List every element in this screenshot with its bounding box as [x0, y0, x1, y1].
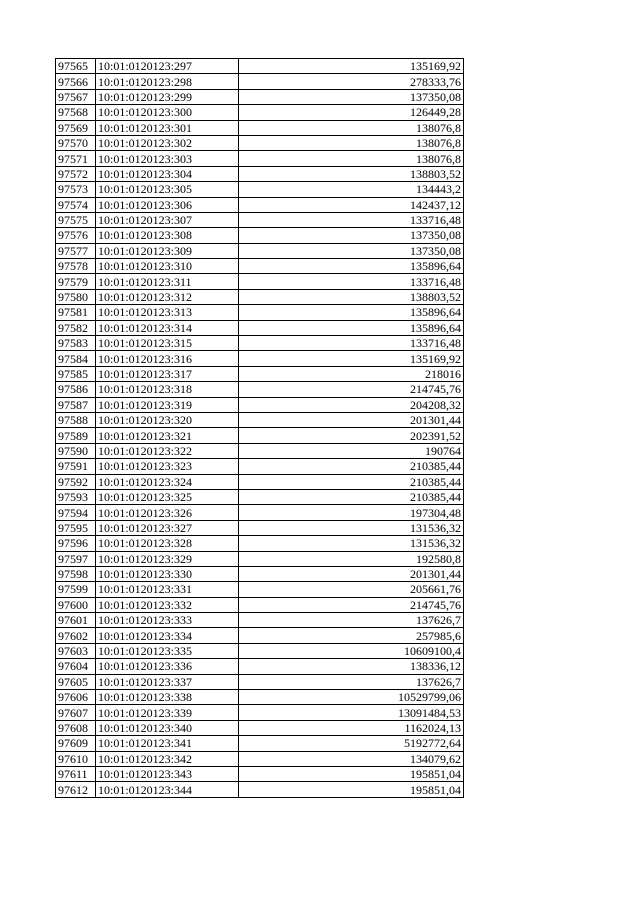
value-cell: 218016 [239, 366, 464, 381]
table-row [56, 120, 464, 135]
table-row [56, 320, 464, 335]
table-row [56, 782, 464, 797]
row-number-cell: 97585 [56, 366, 96, 381]
table-row [56, 182, 464, 197]
row-number-cell: 97578 [56, 259, 96, 274]
cadastral-number-cell: 10:01:0120123:335 [96, 643, 239, 658]
cadastral-number-cell: 10:01:0120123:301 [96, 120, 239, 135]
row-number-cell: 97608 [56, 720, 96, 735]
cadastral-number-cell: 10:01:0120123:336 [96, 659, 239, 674]
cadastral-number-cell: 10:01:0120123:312 [96, 289, 239, 304]
table-row [56, 135, 464, 150]
row-number-cell: 97571 [56, 151, 96, 166]
value-cell: 195851,04 [239, 782, 464, 797]
cadastral-number-cell: 10:01:0120123:317 [96, 366, 239, 381]
cadastral-number-cell: 10:01:0120123:324 [96, 474, 239, 489]
value-cell: 133716,48 [239, 212, 464, 227]
value-cell: 10529799,06 [239, 690, 464, 705]
cadastral-number-cell: 10:01:0120123:308 [96, 228, 239, 243]
value-cell: 126449,28 [239, 105, 464, 120]
cadastral-number-cell: 10:01:0120123:297 [96, 59, 239, 74]
table-row [56, 289, 464, 304]
table-row [56, 105, 464, 120]
value-cell: 197304,48 [239, 505, 464, 520]
row-number-cell: 97605 [56, 674, 96, 689]
table-row [56, 166, 464, 181]
table-row [56, 259, 464, 274]
cadastral-number-cell: 10:01:0120123:340 [96, 720, 239, 735]
cadastral-number-cell: 10:01:0120123:303 [96, 151, 239, 166]
table-row [56, 382, 464, 397]
row-number-cell: 97565 [56, 59, 96, 74]
row-number-cell: 97603 [56, 643, 96, 658]
value-cell: 133716,48 [239, 336, 464, 351]
cadastral-number-cell: 10:01:0120123:320 [96, 412, 239, 427]
value-cell: 135169,92 [239, 351, 464, 366]
value-cell: 192580,8 [239, 551, 464, 566]
table-row [56, 489, 464, 504]
row-number-cell: 97589 [56, 428, 96, 443]
cadastral-number-cell: 10:01:0120123:323 [96, 459, 239, 474]
cadastral-number-cell: 10:01:0120123:307 [96, 212, 239, 227]
row-number-cell: 97567 [56, 89, 96, 104]
value-cell: 138803,52 [239, 166, 464, 181]
cadastral-number-cell: 10:01:0120123:316 [96, 351, 239, 366]
table-row [56, 151, 464, 166]
row-number-cell: 97572 [56, 166, 96, 181]
value-cell: 133716,48 [239, 274, 464, 289]
value-cell: 138336,12 [239, 659, 464, 674]
value-cell: 201301,44 [239, 566, 464, 581]
row-number-cell: 97591 [56, 459, 96, 474]
table-row [56, 720, 464, 735]
row-number-cell: 97611 [56, 766, 96, 781]
cadastral-number-cell: 10:01:0120123:334 [96, 628, 239, 643]
table-row [56, 474, 464, 489]
row-number-cell: 97596 [56, 536, 96, 551]
row-number-cell: 97583 [56, 336, 96, 351]
row-number-cell: 97575 [56, 212, 96, 227]
row-number-cell: 97592 [56, 474, 96, 489]
table-row [56, 89, 464, 104]
cadastral-number-cell: 10:01:0120123:330 [96, 566, 239, 581]
table-row [56, 243, 464, 258]
row-number-cell: 97566 [56, 74, 96, 89]
row-number-cell: 97574 [56, 197, 96, 212]
table-row [56, 197, 464, 212]
row-number-cell: 97581 [56, 305, 96, 320]
table-row [56, 59, 464, 74]
cadastral-number-cell: 10:01:0120123:322 [96, 443, 239, 458]
row-number-cell: 97570 [56, 135, 96, 150]
table-row [56, 228, 464, 243]
value-cell: 138803,52 [239, 289, 464, 304]
value-cell: 135896,64 [239, 259, 464, 274]
cadastral-number-cell: 10:01:0120123:300 [96, 105, 239, 120]
cadastral-number-cell: 10:01:0120123:331 [96, 582, 239, 597]
row-number-cell: 97586 [56, 382, 96, 397]
value-cell: 195851,04 [239, 766, 464, 781]
cadastral-number-cell: 10:01:0120123:318 [96, 382, 239, 397]
cadastral-number-cell: 10:01:0120123:313 [96, 305, 239, 320]
row-number-cell: 97582 [56, 320, 96, 335]
cadastral-number-cell: 10:01:0120123:302 [96, 135, 239, 150]
value-cell: 1162024,13 [239, 720, 464, 735]
cadastral-number-cell: 10:01:0120123:339 [96, 705, 239, 720]
cadastral-number-cell: 10:01:0120123:299 [96, 89, 239, 104]
row-number-cell: 97601 [56, 613, 96, 628]
row-number-cell: 97584 [56, 351, 96, 366]
cadastral-number-cell: 10:01:0120123:306 [96, 197, 239, 212]
value-cell: 131536,32 [239, 536, 464, 551]
cadastral-number-cell: 10:01:0120123:321 [96, 428, 239, 443]
value-cell: 201301,44 [239, 412, 464, 427]
cadastral-number-cell: 10:01:0120123:315 [96, 336, 239, 351]
row-number-cell: 97569 [56, 120, 96, 135]
table-row [56, 212, 464, 227]
table-row [56, 428, 464, 443]
row-number-cell: 97599 [56, 582, 96, 597]
value-cell: 278333,76 [239, 74, 464, 89]
row-number-cell: 97607 [56, 705, 96, 720]
cadastral-number-cell: 10:01:0120123:337 [96, 674, 239, 689]
row-number-cell: 97597 [56, 551, 96, 566]
data-table [55, 58, 464, 798]
value-cell: 135169,92 [239, 59, 464, 74]
value-cell: 137626,7 [239, 674, 464, 689]
cadastral-number-cell: 10:01:0120123:343 [96, 766, 239, 781]
row-number-cell: 97573 [56, 182, 96, 197]
table-row [56, 628, 464, 643]
table-row [56, 305, 464, 320]
table-row [56, 690, 464, 705]
value-cell: 204208,32 [239, 397, 464, 412]
cadastral-number-cell: 10:01:0120123:341 [96, 736, 239, 751]
value-cell: 134443,2 [239, 182, 464, 197]
table-row [56, 766, 464, 781]
value-cell: 13091484,53 [239, 705, 464, 720]
cadastral-number-cell: 10:01:0120123:344 [96, 782, 239, 797]
value-cell: 190764 [239, 443, 464, 458]
cadastral-number-cell: 10:01:0120123:319 [96, 397, 239, 412]
row-number-cell: 97568 [56, 105, 96, 120]
cadastral-number-cell: 10:01:0120123:342 [96, 751, 239, 766]
cadastral-number-cell: 10:01:0120123:332 [96, 597, 239, 612]
table-body [56, 59, 464, 798]
value-cell: 210385,44 [239, 459, 464, 474]
table-row [56, 336, 464, 351]
row-number-cell: 97577 [56, 243, 96, 258]
row-number-cell: 97598 [56, 566, 96, 581]
row-number-cell: 97595 [56, 520, 96, 535]
value-cell: 138076,8 [239, 120, 464, 135]
row-number-cell: 97576 [56, 228, 96, 243]
row-number-cell: 97602 [56, 628, 96, 643]
cadastral-number-cell: 10:01:0120123:327 [96, 520, 239, 535]
cadastral-number-cell: 10:01:0120123:329 [96, 551, 239, 566]
cadastral-number-cell: 10:01:0120123:305 [96, 182, 239, 197]
table-row [56, 659, 464, 674]
table-row [56, 597, 464, 612]
row-number-cell: 97610 [56, 751, 96, 766]
table-row [56, 551, 464, 566]
cadastral-number-cell: 10:01:0120123:338 [96, 690, 239, 705]
value-cell: 210385,44 [239, 489, 464, 504]
row-number-cell: 97590 [56, 443, 96, 458]
table-row [56, 274, 464, 289]
table-row [56, 366, 464, 381]
value-cell: 205661,76 [239, 582, 464, 597]
value-cell: 202391,52 [239, 428, 464, 443]
table-row [56, 412, 464, 427]
value-cell: 257985,6 [239, 628, 464, 643]
value-cell: 131536,32 [239, 520, 464, 535]
row-number-cell: 97580 [56, 289, 96, 304]
table-row [56, 505, 464, 520]
row-number-cell: 97593 [56, 489, 96, 504]
value-cell: 138076,8 [239, 135, 464, 150]
table-row [56, 74, 464, 89]
table-row [56, 443, 464, 458]
table-row [56, 459, 464, 474]
cadastral-number-cell: 10:01:0120123:333 [96, 613, 239, 628]
table-row [56, 751, 464, 766]
value-cell: 138076,8 [239, 151, 464, 166]
table-row [56, 736, 464, 751]
table-row [56, 705, 464, 720]
cadastral-number-cell: 10:01:0120123:326 [96, 505, 239, 520]
row-number-cell: 97579 [56, 274, 96, 289]
value-cell: 134079,62 [239, 751, 464, 766]
table-row [56, 566, 464, 581]
table-row [56, 536, 464, 551]
value-cell: 210385,44 [239, 474, 464, 489]
value-cell: 135896,64 [239, 305, 464, 320]
row-number-cell: 97588 [56, 412, 96, 427]
row-number-cell: 97587 [56, 397, 96, 412]
table-row [56, 520, 464, 535]
value-cell: 142437,12 [239, 197, 464, 212]
row-number-cell: 97594 [56, 505, 96, 520]
value-cell: 214745,76 [239, 597, 464, 612]
value-cell: 137350,08 [239, 243, 464, 258]
cadastral-number-cell: 10:01:0120123:304 [96, 166, 239, 181]
cadastral-number-cell: 10:01:0120123:309 [96, 243, 239, 258]
table-row [56, 643, 464, 658]
row-number-cell: 97609 [56, 736, 96, 751]
table-row [56, 613, 464, 628]
cadastral-number-cell: 10:01:0120123:325 [96, 489, 239, 504]
row-number-cell: 97606 [56, 690, 96, 705]
row-number-cell: 97612 [56, 782, 96, 797]
value-cell: 137350,08 [239, 89, 464, 104]
value-cell: 137626,7 [239, 613, 464, 628]
value-cell: 137350,08 [239, 228, 464, 243]
table-row [56, 351, 464, 366]
cadastral-number-cell: 10:01:0120123:311 [96, 274, 239, 289]
cadastral-number-cell: 10:01:0120123:310 [96, 259, 239, 274]
value-cell: 5192772,64 [239, 736, 464, 751]
cadastral-number-cell: 10:01:0120123:314 [96, 320, 239, 335]
table-row [56, 397, 464, 412]
cadastral-number-cell: 10:01:0120123:298 [96, 74, 239, 89]
table-row [56, 674, 464, 689]
table-row [56, 582, 464, 597]
value-cell: 10609100,4 [239, 643, 464, 658]
row-number-cell: 97600 [56, 597, 96, 612]
cadastral-number-cell: 10:01:0120123:328 [96, 536, 239, 551]
value-cell: 135896,64 [239, 320, 464, 335]
row-number-cell: 97604 [56, 659, 96, 674]
value-cell: 214745,76 [239, 382, 464, 397]
